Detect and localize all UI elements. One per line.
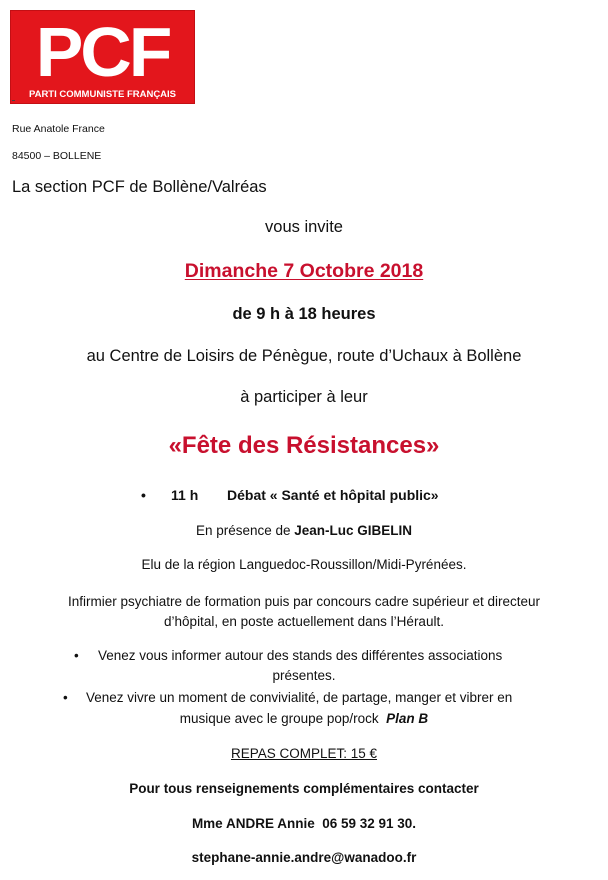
contact-phone: Mme ANDRE Annie 06 59 32 91 30. — [191, 816, 417, 831]
pcf-logo — [10, 10, 195, 104]
contact-heading: Pour tous renseignements complémentaires contacter — [129, 781, 479, 796]
presence-line — [0, 523, 608, 538]
bullet-stands-line1: Venez vous informer autour des stands des différentes associations — [98, 648, 503, 663]
address-city: 84500 – BOLLENE — [12, 150, 102, 162]
guest-role: Elu de la région Languedoc-Roussillon/Midi-Pyrénées. — [141, 557, 467, 572]
event-title: «Fête des Résistances» — [168, 432, 440, 459]
intro-text: La section PCF de Bollène/Valréas — [12, 178, 267, 196]
guest-name: Jean-Luc GIBELIN — [294, 523, 413, 538]
contact-email: stephane-annie.andre@wanadoo.fr — [191, 850, 417, 865]
bullet-stands-line2: présentes. — [272, 668, 336, 683]
program-debate: Débat « Santé et hôpital public» — [227, 487, 439, 503]
event-place: au Centre de Loisirs de Pénègue, route d’Uchaux à Bollène — [86, 347, 522, 365]
logo-sub-text: PARTI COMMUNISTE FRANÇAIS — [28, 89, 177, 100]
event-date: Dimanche 7 Octobre 2018 — [184, 260, 424, 282]
event-hours: de 9 h à 18 heures — [232, 305, 376, 323]
invite-text: vous invite — [265, 218, 343, 236]
bullet-music-line1: Venez vivre un moment de convivialité, de partage, manger et vibrer en — [86, 690, 513, 705]
meal-price: REPAS COMPLET: 15 € — [230, 746, 378, 761]
guest-bio-line2: d’hôpital, en poste actuellement dans l’Hérault. — [164, 614, 444, 629]
bullet-music-line2 — [0, 711, 608, 726]
presence-prefix: En présence de — [195, 523, 295, 538]
music-prefix: musique avec le groupe pop/rock — [179, 711, 387, 726]
bullet-icon: • — [74, 648, 79, 663]
logo-main-text: PCF — [35, 13, 170, 91]
program-time: 11 h — [171, 487, 199, 503]
band-name: Plan B — [386, 711, 429, 726]
participate-text: à participer à leur — [240, 388, 368, 406]
divider — [12, 100, 15, 101]
guest-bio-line1: Infirmier psychiatre de formation puis par concours cadre supérieur et directeur — [68, 594, 540, 609]
bullet-icon: • — [141, 487, 146, 503]
address-street: Rue Anatole France — [12, 123, 105, 135]
bullet-icon: • — [63, 690, 68, 705]
